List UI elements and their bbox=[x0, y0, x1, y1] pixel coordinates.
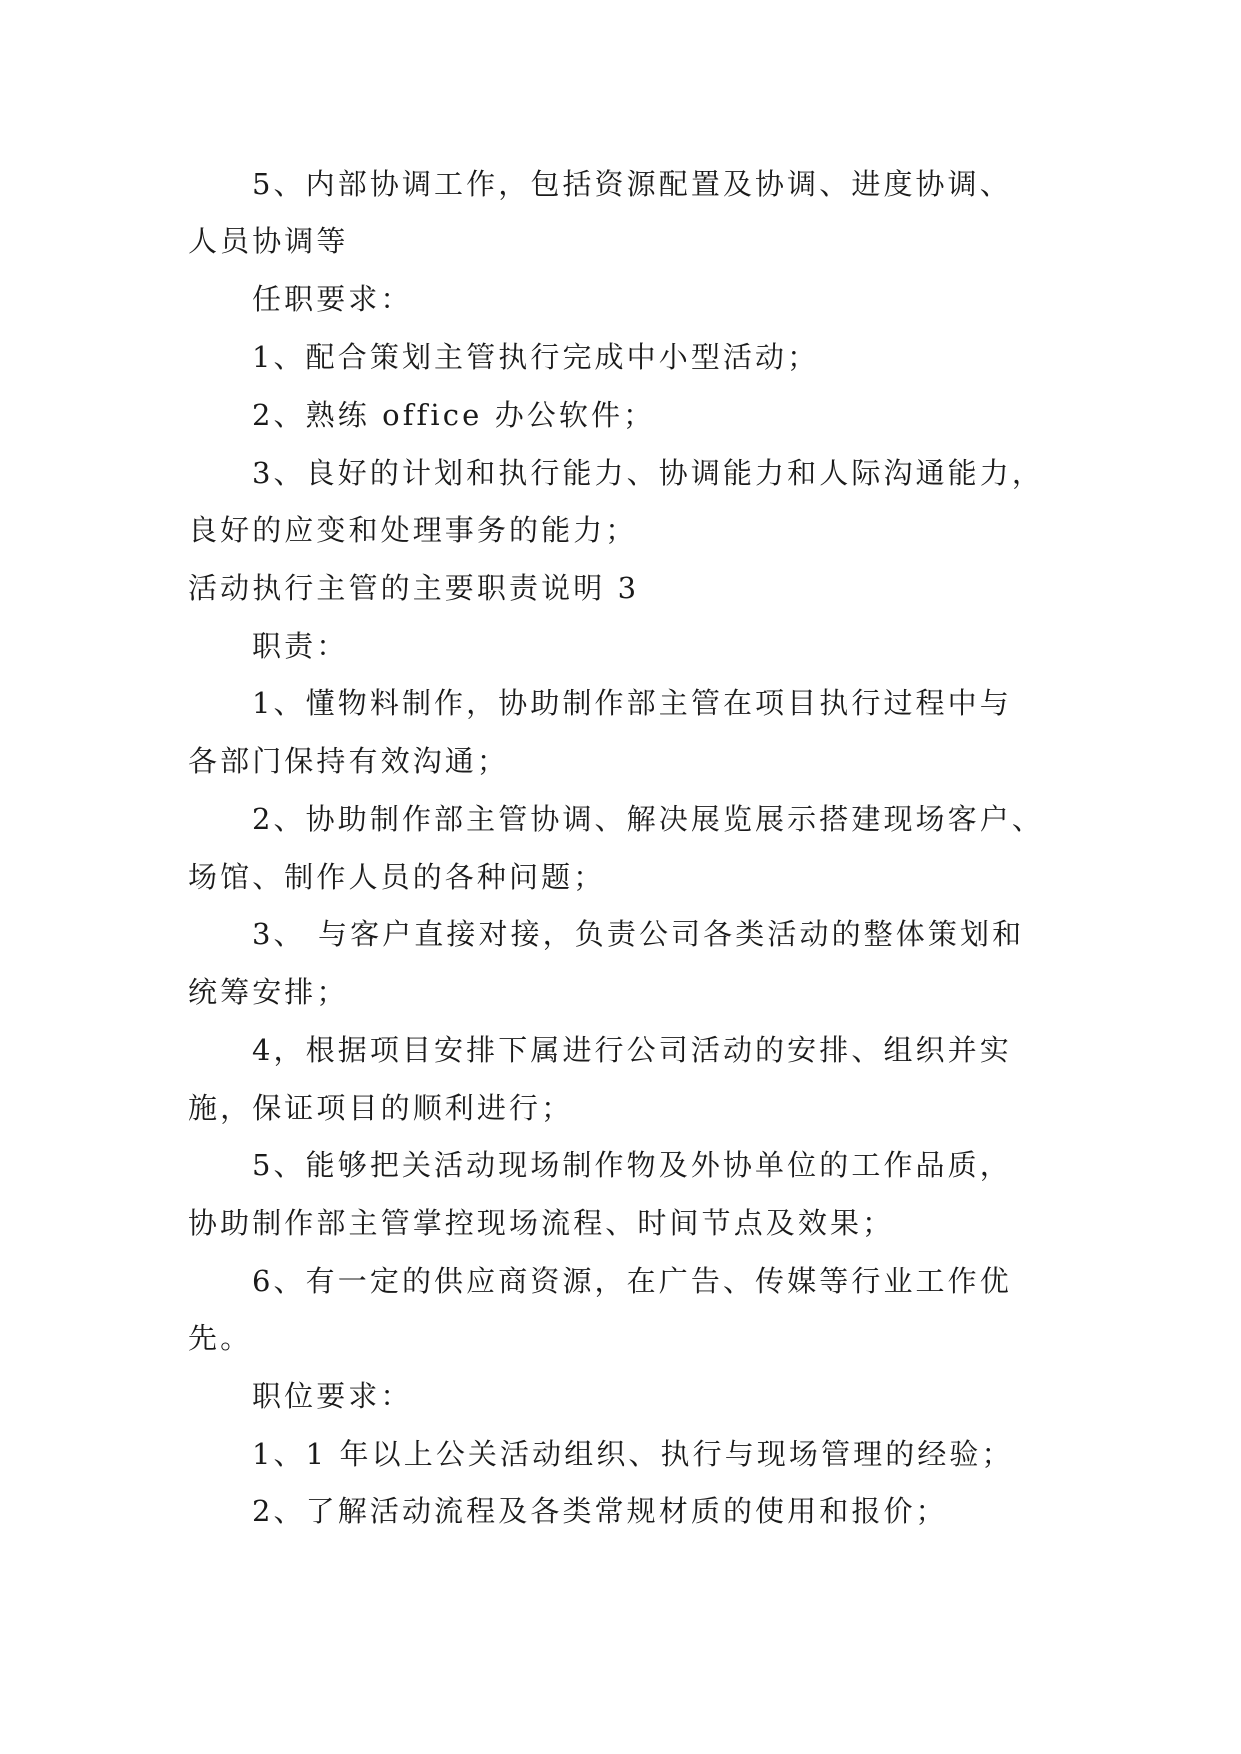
paragraph-line: 统筹安排； bbox=[188, 975, 349, 1009]
section-heading: 职位要求： bbox=[252, 1379, 413, 1413]
paragraph-line: 施，保证项目的顺利进行； bbox=[188, 1091, 574, 1125]
paragraph-line: 先。 bbox=[188, 1321, 253, 1355]
paragraph-line: 5、能够把关活动现场制作物及外协单位的工作品质， bbox=[252, 1148, 1012, 1182]
paragraph-line: 人员协调等 bbox=[188, 224, 349, 258]
paragraph-line: 4，根据项目安排下属进行公司活动的安排、组织并实 bbox=[252, 1033, 1012, 1067]
paragraph-line: 场馆、制作人员的各种问题； bbox=[188, 860, 606, 894]
paragraph-line: 5、内部协调工作，包括资源配置及协调、进度协调、 bbox=[252, 167, 1012, 201]
paragraph-line: 2、协助制作部主管协调、解决展览展示搭建现场客户、 bbox=[252, 802, 1044, 836]
paragraph-line: 3、良好的计划和执行能力、协调能力和人际沟通能力， bbox=[252, 456, 1044, 490]
document-heading: 活动执行主管的主要职责说明 3 bbox=[188, 571, 640, 605]
section-heading: 职责： bbox=[252, 629, 349, 663]
paragraph-line: 1、1 年以上公关活动组织、执行与现场管理的经验； bbox=[252, 1437, 1014, 1471]
paragraph-line: 3、 与客户直接对接，负责公司各类活动的整体策划和 bbox=[252, 917, 1025, 951]
paragraph-line: 良好的应变和处理事务的能力； bbox=[188, 513, 638, 547]
paragraph-line: 6、有一定的供应商资源，在广告、传媒等行业工作优 bbox=[252, 1264, 1012, 1298]
paragraph-line: 2、了解活动流程及各类常规材质的使用和报价； bbox=[252, 1494, 948, 1528]
paragraph-line: 协助制作部主管掌控现场流程、时间节点及效果； bbox=[188, 1206, 895, 1240]
paragraph-line: 2、熟练 office 办公软件； bbox=[252, 398, 656, 432]
section-heading: 任职要求： bbox=[252, 282, 413, 316]
paragraph-line: 1、配合策划主管执行完成中小型活动； bbox=[252, 340, 820, 374]
paragraph-line: 1、懂物料制作，协助制作部主管在项目执行过程中与 bbox=[252, 686, 1012, 720]
paragraph-line: 各部门保持有效沟通； bbox=[188, 744, 510, 778]
